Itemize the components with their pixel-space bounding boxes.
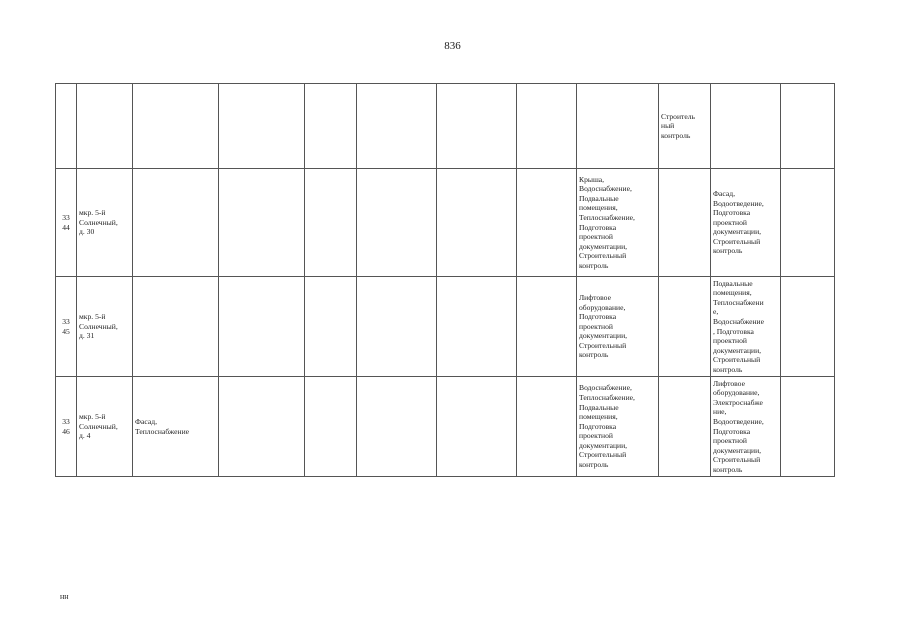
cell-col3 xyxy=(133,169,219,277)
page-number: 836 xyxy=(444,40,461,52)
cell-address: мкр. 5-й Солнечный, д. 30 xyxy=(77,169,133,277)
cell-row-number: 33 46 xyxy=(56,377,77,477)
cell-col9: Водоснабжение, Теплоснабжение, Подвальные помещения, Подготовка проектной документации, Строительный контроль xyxy=(577,377,659,477)
cell-col11: Фасад, Водоотведение, Подготовка проектной документации, Строительный контроль xyxy=(711,169,781,277)
cell-col11: Подвальные помещения, Теплоснабжени е, Водоснабжение , Подготовка проектной документации, Строительный контроль xyxy=(711,277,781,377)
cell-address: мкр. 5-й Солнечный, д. 31 xyxy=(77,277,133,377)
table-row xyxy=(56,377,835,477)
cell-col9: Крыша, Водоснабжение, Подвальные помещения, Теплоснабжение, Подготовка проектной документации, Строительный контроль xyxy=(577,169,659,277)
table-row xyxy=(56,169,835,277)
cell-col3: Фасад, Теплоснабжение xyxy=(133,377,219,477)
cell-col9: Лифтовое оборудование, Подготовка проектной документации, Строительный контроль xyxy=(577,277,659,377)
footer-mark: нн xyxy=(60,592,69,601)
cell-col11: Лифтовое оборудование, Электроснабже ние, Водоотведение, Подготовка проектной документации, Строительный контроль xyxy=(711,377,781,477)
cell-col3 xyxy=(133,277,219,377)
cell-row-number: 33 44 xyxy=(56,169,77,277)
cell-address: мкр. 5-й Солнечный, д. 4 xyxy=(77,377,133,477)
table-row xyxy=(56,84,835,169)
repair-schedule-table xyxy=(55,83,835,477)
cell-col10: Строитель ный контроль xyxy=(659,84,711,169)
cell-row-number: 33 45 xyxy=(56,277,77,377)
table-row xyxy=(56,277,835,377)
